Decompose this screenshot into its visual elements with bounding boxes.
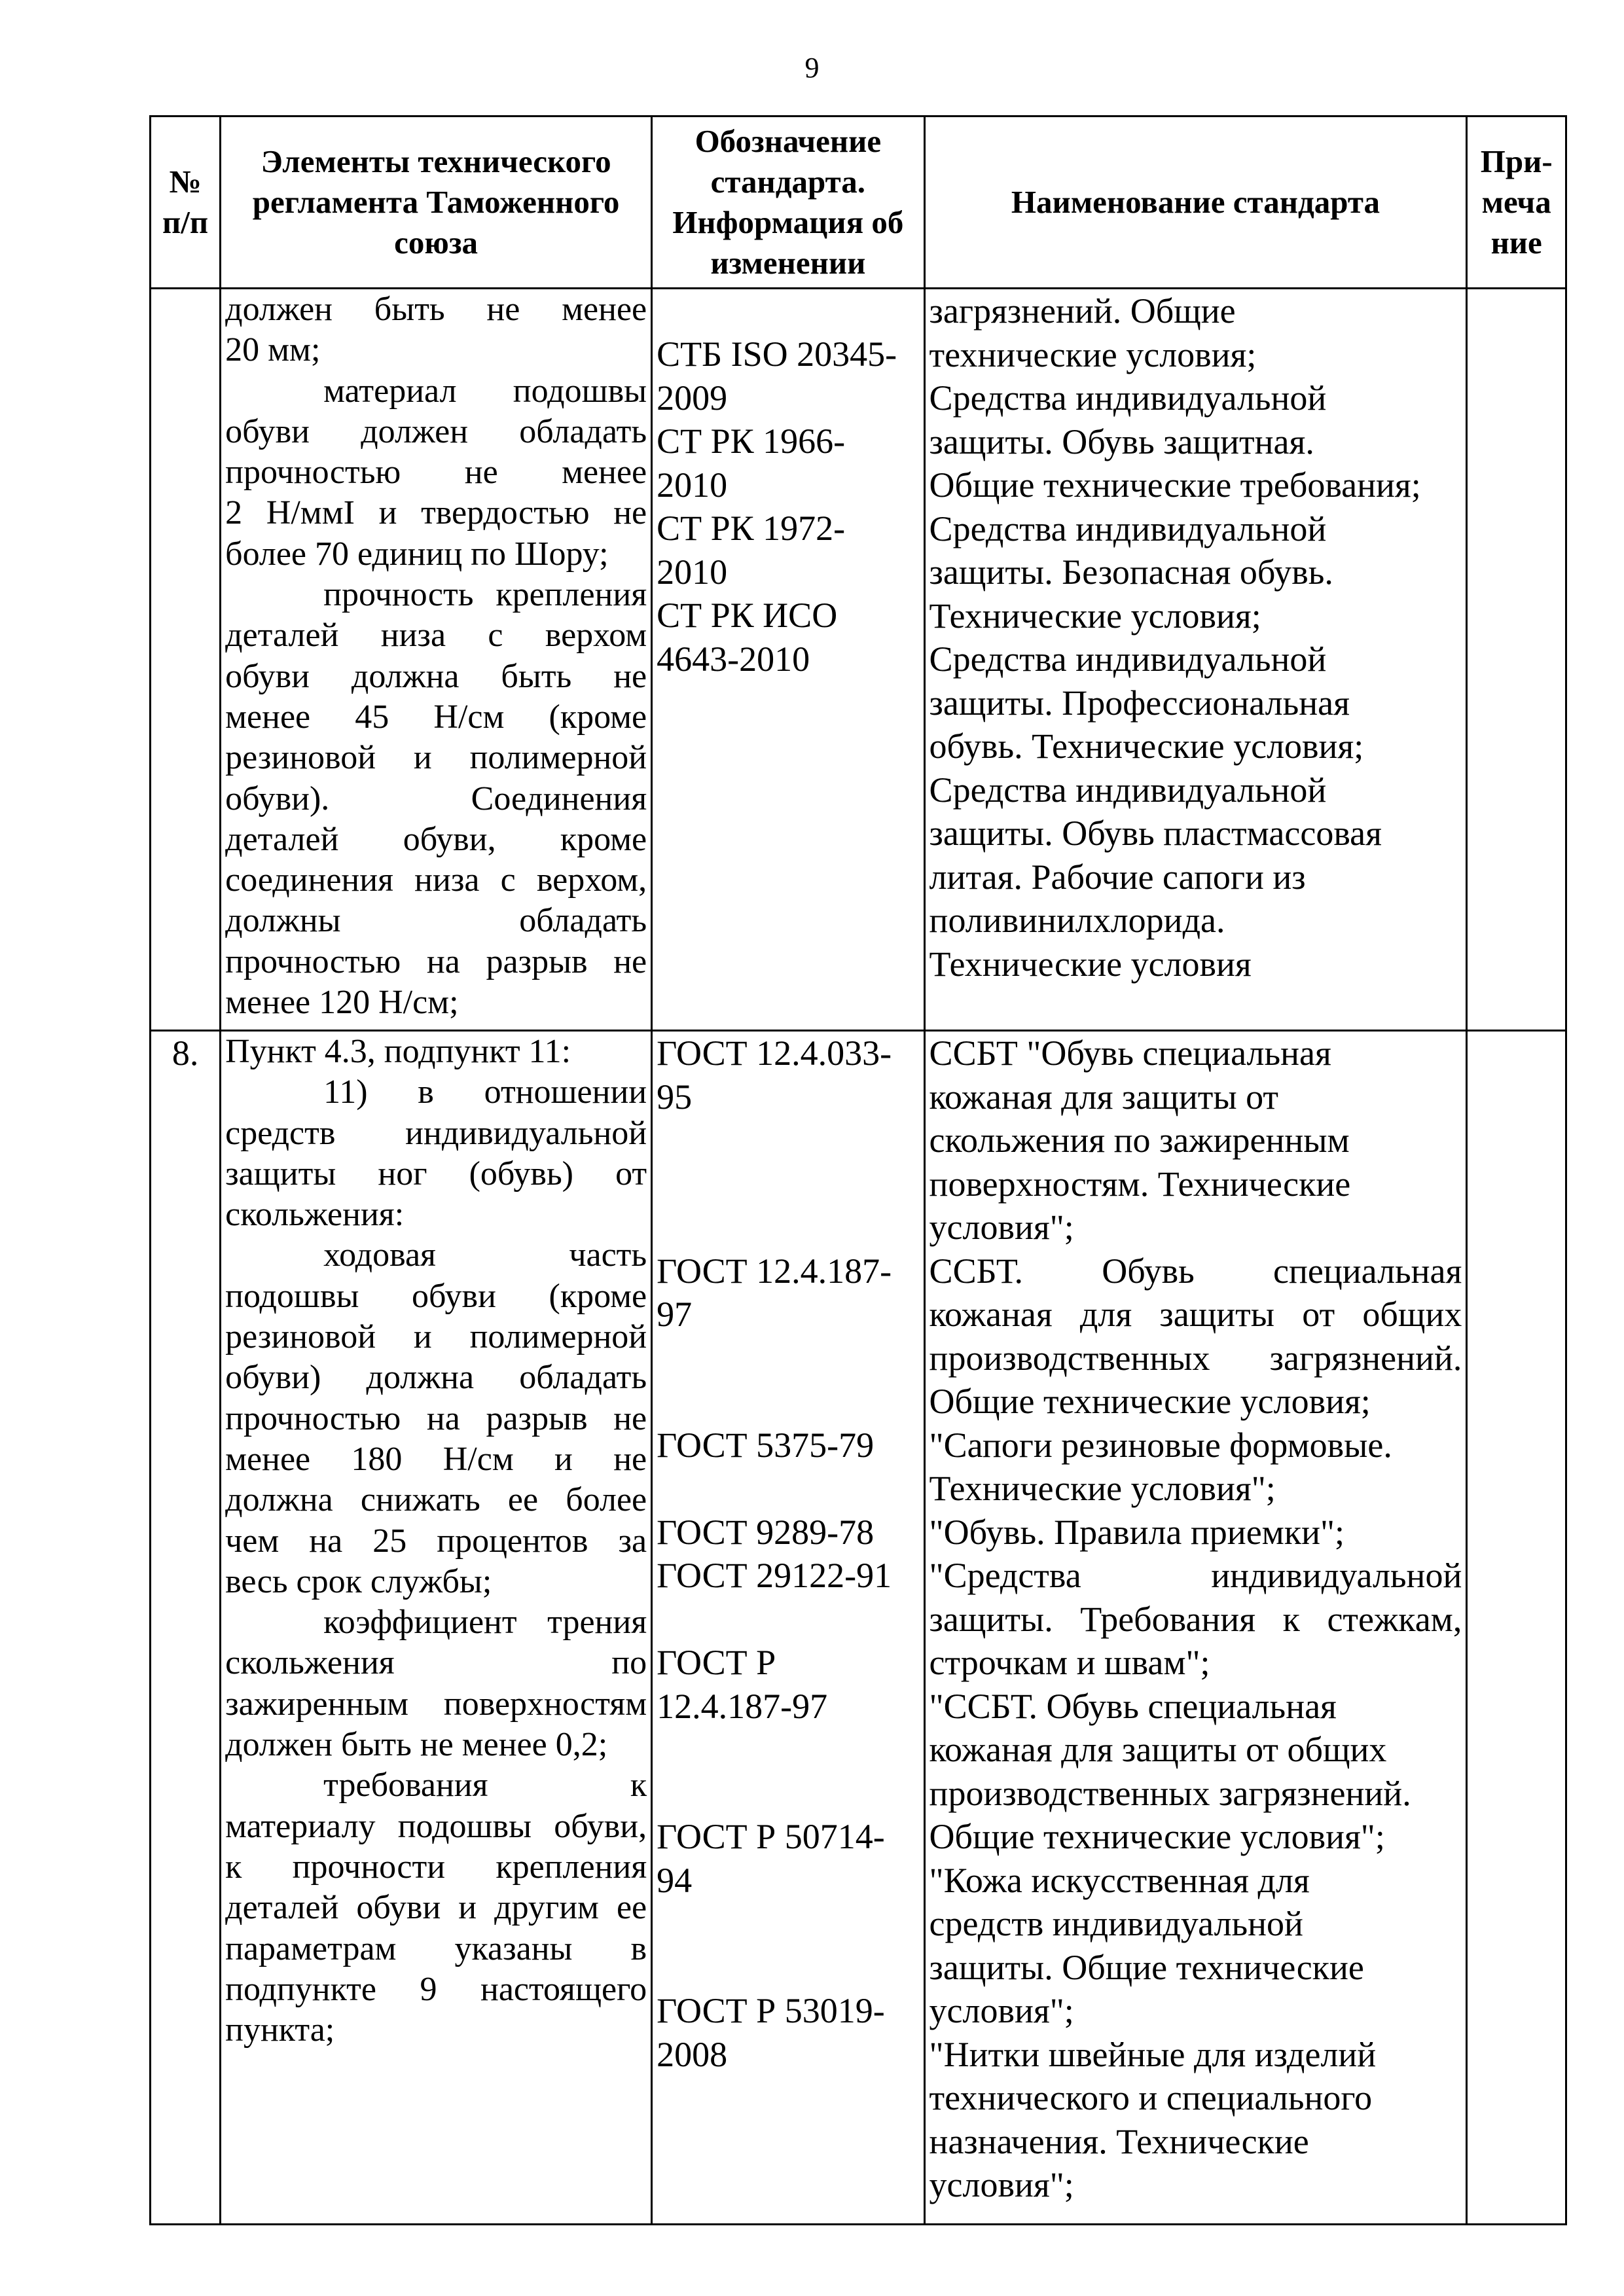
standard-name-line: защиты. Обувь пластмассовая	[929, 814, 1382, 853]
standard-name-line: загрязнений. Общие	[929, 291, 1236, 331]
element-text-line: весь срок службы;	[225, 1562, 492, 1600]
standard-name-line: "Нитки швейные для изделий	[929, 2034, 1377, 2074]
element-text-line: должна снижать ее более	[225, 1481, 647, 1519]
table-header-row	[151, 117, 1566, 289]
element-text-line: деталей обуви, кроме	[225, 820, 647, 858]
element-text-line: должен быть не менее	[225, 291, 647, 328]
standard-name-line: Общие технические требования;	[929, 465, 1421, 505]
element-text-line: параметрам указаны в	[225, 1929, 647, 1967]
standard-name-line: Технические условия;	[929, 596, 1261, 636]
standard-name-line: средств индивидуальной	[929, 1904, 1303, 1943]
standard-name-line: кожаная для защиты от	[929, 1077, 1278, 1117]
standard-name-line: защиты. Безопасная обувь.	[929, 552, 1333, 592]
standard-name-line: условия";	[929, 2165, 1074, 2204]
element-text-line: прочностью на разрыв не	[225, 1399, 647, 1437]
element-text-line: требования к	[323, 1767, 647, 1804]
element-text-line: материал подошвы	[323, 372, 647, 410]
standard-name-line: "Средства индивидуальной	[929, 1556, 1462, 1595]
standard-name-line: строчкам и швам";	[929, 1643, 1210, 1682]
standard-name-line: технические условия;	[929, 334, 1257, 374]
element-text-line: средств индивидуальной	[225, 1114, 647, 1152]
standard-name-line: "ССБТ. Обувь специальная	[929, 1686, 1337, 1726]
element-text-line: материалу подошвы обуви,	[225, 1807, 647, 1845]
row-cont-names	[924, 289, 1467, 1031]
standard-name-line: "Сапоги резиновые формовые.	[929, 1425, 1392, 1465]
standard-designation: СТ РК ИСО 4643-2010	[657, 596, 838, 679]
standards-table	[149, 115, 1567, 2225]
header-note: При- меча ние	[1467, 117, 1566, 289]
standard-designation: СТБ ISO 20345- 2009	[657, 334, 897, 418]
element-text-line: деталей низа с верхом	[225, 617, 647, 655]
standard-designation: ГОСТ 12.4.033- 95	[657, 1033, 892, 1117]
element-text-line: резиновой и полимерной	[225, 1318, 647, 1356]
element-text-line: обуви должен обладать	[225, 412, 647, 450]
element-text-line: скольжения:	[225, 1196, 405, 1234]
standard-name-line: назначения. Технические	[929, 2121, 1309, 2161]
row-8-num: 8.	[151, 1031, 221, 2225]
standard-name-line: технического и специального	[929, 2078, 1373, 2117]
element-text-line: 11) в отношении	[323, 1073, 647, 1111]
element-text-line: более 70 единиц по Шору;	[225, 535, 609, 573]
element-text-line: соединения низа с верхом,	[225, 861, 647, 899]
element-text-line: прочностью не менее	[225, 454, 647, 492]
standard-name-line: Общие технические условия";	[929, 1817, 1385, 1856]
standard-designation: ГОСТ Р 12.4.187-97	[657, 1643, 828, 1726]
row-cont-note	[1467, 289, 1566, 1031]
standard-name-line: поливинилхлорида.	[929, 901, 1225, 940]
element-text-line: прочность крепления	[323, 576, 647, 614]
standard-name-line: условия";	[929, 1991, 1074, 2030]
row-8-names	[924, 1031, 1467, 2225]
standard-designation: СТ РК 1972- 2010	[657, 509, 846, 592]
element-text-line: деталей обуви и другим ее	[225, 1889, 647, 1927]
element-text-line: менее 120 Н/см;	[225, 984, 459, 1022]
element-text-line: к прочности крепления	[225, 1848, 647, 1886]
standard-name-line: Технические условия";	[929, 1469, 1276, 1508]
standard-name-line: Средства индивидуальной	[929, 770, 1327, 810]
element-text-line: должен быть не менее 0,2;	[225, 1726, 608, 1764]
standard-designation: СТ РК 1966- 2010	[657, 422, 846, 505]
element-text-line: ходовая часть	[323, 1236, 647, 1274]
standard-name-line: скольжения по зажиренным	[929, 1121, 1350, 1160]
element-text-line: менее 45 Н/см (кроме	[225, 698, 647, 736]
standard-name-line: Средства индивидуальной	[929, 639, 1327, 679]
row-8-standards	[652, 1031, 924, 2225]
table-row-continued	[151, 289, 1566, 1031]
header-elements: Элементы технического регламента Таможенного союза	[221, 117, 652, 289]
header-num: № п/п	[151, 117, 221, 289]
element-text-line: подошвы обуви (кроме	[225, 1277, 647, 1315]
row-cont-standards	[652, 289, 924, 1031]
standard-name-line: Технические условия	[929, 944, 1252, 984]
element-text-line: пункта;	[225, 2011, 335, 2049]
element-text-line: обуви должна быть не	[225, 657, 647, 695]
element-text-line: обуви) должна обладать	[225, 1359, 647, 1397]
standard-name-line: защиты. Требования к стежкам,	[929, 1599, 1462, 1639]
standard-name-line: Средства индивидуальной	[929, 509, 1327, 548]
element-text-line: резиновой и полимерной	[225, 739, 647, 777]
header-designation: Обозначение стандарта. Информация об изменении	[652, 117, 924, 289]
element-text-line: подпункте 9 настоящего	[225, 1970, 647, 2008]
element-text-line: 2 Н/ммI и твердостью не	[225, 494, 647, 532]
element-text-line: зажиренным поверхностям	[225, 1685, 647, 1723]
element-text-line: защиты ног (обувь) от	[225, 1155, 647, 1193]
row-8-elements	[221, 1031, 652, 2225]
element-text-line: 20 мм;	[225, 331, 321, 369]
standard-name-line: "Обувь. Правила приемки";	[929, 1512, 1345, 1552]
standard-name-line: производственных загрязнений.	[929, 1773, 1411, 1813]
standard-name-line: кожаная для защиты от общих	[929, 1730, 1387, 1769]
element-text-line: коэффициент трения	[323, 1604, 647, 1641]
header-name: Наименование стандарта	[924, 117, 1467, 289]
standard-name-line: защиты. Профессиональная	[929, 683, 1350, 723]
standard-designation: ГОСТ 9289-78 ГОСТ 29122-91	[657, 1512, 892, 1595]
standard-designation: ГОСТ 5375-79	[657, 1425, 875, 1465]
element-text-line: прочностью на разрыв не	[225, 942, 647, 980]
element-text-line: обуви). Соединения	[225, 780, 647, 817]
standard-name-line: условия";	[929, 1208, 1074, 1247]
element-text-line: чем на 25 процентов за	[225, 1522, 647, 1560]
table-row-8	[151, 1031, 1566, 2225]
page-number: 9	[804, 52, 820, 84]
row-cont-elements	[221, 289, 652, 1031]
row-cont-num	[151, 289, 221, 1031]
standard-name-line: Средства индивидуальной	[929, 378, 1327, 418]
element-text-line: менее 180 Н/см и не	[225, 1440, 647, 1478]
standard-name-line: литая. Рабочие сапоги из	[929, 857, 1306, 897]
standard-designation: ГОСТ Р 50714- 94	[657, 1817, 885, 1900]
standard-name-line: "Кожа искусственная для	[929, 1860, 1310, 1900]
standard-name-line: защиты. Обувь защитная.	[929, 422, 1314, 461]
element-text-line: должны обладать	[225, 902, 647, 940]
standard-designation: ГОСТ 12.4.187- 97	[657, 1251, 892, 1334]
element-text-line: Пункт 4.3, подпункт 11:	[225, 1033, 571, 1070]
standard-name-line: защиты. Общие технические	[929, 1947, 1364, 1987]
row-8-note	[1467, 1031, 1566, 2225]
standard-name-line: Общие технические условия;	[929, 1382, 1371, 1421]
standard-name-line: кожаная для защиты от общих	[929, 1295, 1462, 1334]
element-text-line: скольжения по	[225, 1644, 647, 1682]
standard-name-line: производственных загрязнений.	[929, 1338, 1462, 1378]
standard-name-line: ССБТ. Обувь специальная	[929, 1251, 1462, 1291]
standard-name-line: поверхностям. Технические	[929, 1164, 1351, 1204]
standard-designation: ГОСТ Р 53019- 2008	[657, 1991, 885, 2074]
standard-name-line: ССБТ "Обувь специальная	[929, 1033, 1331, 1073]
standard-name-line: обувь. Технические условия;	[929, 726, 1364, 766]
